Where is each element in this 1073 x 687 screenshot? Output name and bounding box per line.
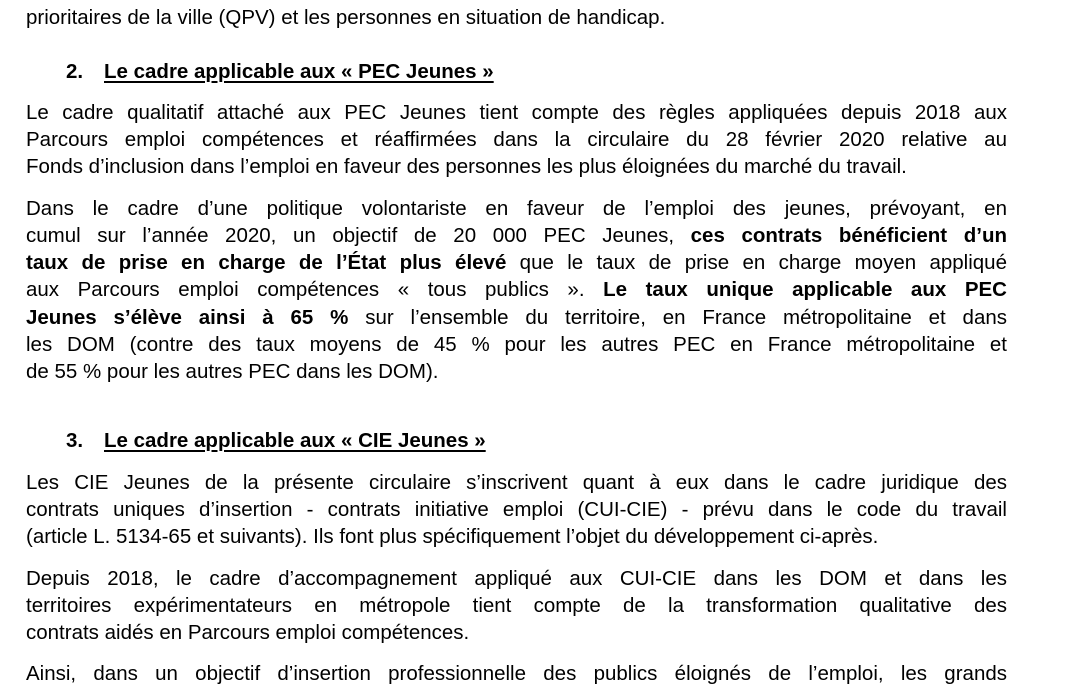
text-line: Les CIE Jeunes de la présente circulaire s’inscrivent quant à eux dans le cadre juridique des (26, 471, 1007, 494)
text-line: Parcours emploi compétences et réaffirmées dans la circulaire du 28 février 2020 relative au (26, 128, 1007, 151)
text-line: de 55 % pour les autres PEC dans les DOM). (26, 360, 439, 383)
text-line: cumul sur l’année 2020, un objectif de 20 000 PEC Jeunes, ces contrats bénéficient d’un (26, 224, 1007, 247)
bold-text: Jeunes s’élève ainsi à 65 % (26, 306, 349, 329)
text-line: contrats uniques d’insertion - contrats initiative emploi (CUI-CIE) - prévu dans le code du travail (26, 498, 1007, 521)
bold-text: Le taux unique applicable aux PEC (603, 278, 1007, 301)
bold-text: taux de prise en charge de l’État plus élevé (26, 251, 507, 274)
text-line: taux de prise en charge de l’État plus élevé que le taux de prise en charge moyen appliqué (26, 251, 1007, 274)
text-line: Dans le cadre d’une politique volontariste en faveur de l’emploi des jeunes, prévoyant, en (26, 197, 1007, 220)
text-line: contrats aidés en Parcours emploi compétences. (26, 621, 470, 644)
bold-text: ces contrats bénéficient d’un (690, 224, 1007, 247)
text-line: aux Parcours emploi compétences « tous publics ». Le taux unique applicable aux PEC (26, 278, 1007, 301)
text-line: (article L. 5134-65 et suivants). Ils font plus spécifiquement l’objet du développement ci-après. (26, 525, 879, 548)
text-line: les DOM (contre des taux moyens de 45 % pour les autres PEC en France métropolitaine et (26, 333, 1007, 356)
text-line: territoires expérimentateurs en métropole tient compte de la transformation qualitative des (26, 594, 1007, 617)
section-number: 3. (66, 429, 84, 452)
text-line: Jeunes s’élève ainsi à 65 % sur l’ensemble du territoire, en France métropolitaine et dans (26, 306, 1008, 329)
section-heading (66, 427, 486, 454)
section-title: Le cadre applicable aux « PEC Jeunes » (104, 60, 494, 83)
text-line: Le cadre qualitatif attaché aux PEC Jeunes tient compte des règles appliquées depuis 2018 aux (26, 101, 1007, 124)
section-heading (66, 58, 494, 85)
text-line: Fonds d’inclusion dans l’emploi en faveur des personnes les plus éloignées du marché du travail. (26, 155, 907, 178)
text-line: prioritaires de la ville (QPV) et les personnes en situation de handicap. (26, 6, 666, 29)
section-title: Le cadre applicable aux « CIE Jeunes » (104, 429, 486, 452)
text-line: Ainsi, dans un objectif d’insertion professionnelle des publics éloignés de l’emploi, les grands (26, 662, 1007, 685)
text-line: Depuis 2018, le cadre d’accompagnement appliqué aux CUI-CIE dans les DOM et dans les (26, 567, 1007, 590)
section-number: 2. (66, 60, 84, 83)
